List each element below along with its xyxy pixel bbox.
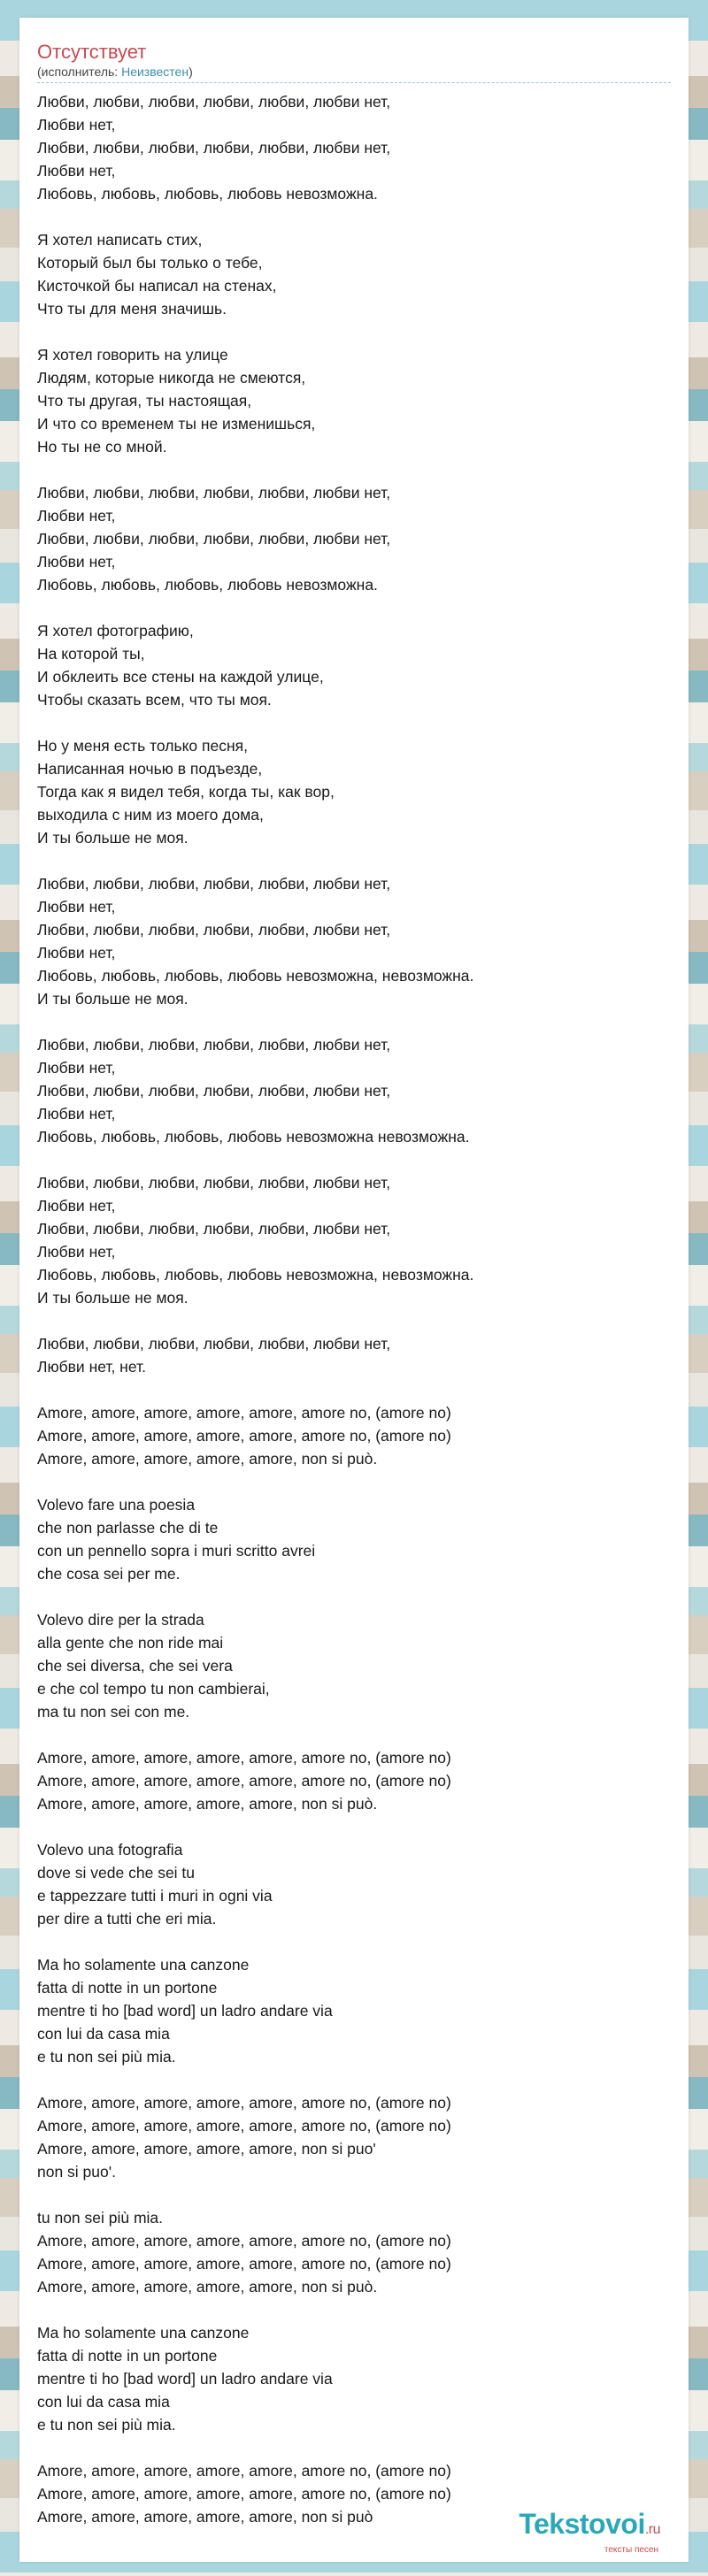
lyric-line: fatta di notte in un portone	[37, 1979, 218, 1997]
stanza-gap	[37, 2068, 671, 2091]
lyric-line: Я хотел говорить на улице	[37, 346, 228, 364]
lyric-line: con lui da casa mia	[37, 2025, 170, 2043]
lyric-line: Amore, amore, amore, amore, amore, non si puo'	[37, 2140, 376, 2158]
lyric-line: Любви, любви, любви, любви, любви, любви нет,	[37, 875, 391, 893]
lyric-line: mentre ti ho [bad word] un ladro andare via	[37, 2002, 333, 2020]
lyric-line: Что ты для меня значишь.	[37, 300, 227, 318]
lyric-line: Любви, любви, любви, любви, любви, любви нет,	[37, 530, 391, 548]
stanza-gap	[37, 2298, 671, 2321]
logo-name: Tekstovoi	[519, 2508, 645, 2540]
lyric-line: Amore, amore, amore, amore, amore, amore no, (amore no)	[37, 2485, 451, 2503]
lyric-line: Что ты другая, ты настоящая,	[37, 392, 252, 410]
artist-suffix: )	[189, 65, 193, 79]
lyric-line: e tu non sei più mia.	[37, 2416, 176, 2434]
lyric-line: Любовь, любовь, любовь, любовь невозможна, невозможна.	[37, 1266, 474, 1284]
stanza-gap	[37, 1148, 671, 1171]
stanza-gap	[37, 1010, 671, 1033]
lyric-line: ma tu non sei con me.	[37, 1703, 190, 1721]
lyric-line: Amore, amore, amore, amore, amore, non si può.	[37, 1450, 378, 1468]
stanza-gap	[37, 1723, 671, 1746]
stanza-gap	[37, 2183, 671, 2206]
lyric-line: Любовь, любовь, любовь, любовь невозможна.	[37, 185, 378, 203]
lyric-line: Любовь, любовь, любовь, любовь невозможна.	[37, 576, 378, 594]
lyric-line: Amore, amore, amore, amore, amore, non si può	[37, 2508, 373, 2526]
lyric-line: Любви, любви, любви, любви, любви, любви нет,	[37, 921, 391, 939]
stanza-gap	[37, 1930, 671, 1953]
lyric-line: Я хотел фотографию,	[37, 622, 194, 640]
lyric-line: И ты больше не моя.	[37, 1289, 189, 1307]
artist-prefix: (исполнитель:	[37, 65, 122, 79]
lyric-line: Любви, любви, любви, любви, любви, любви нет,	[37, 484, 391, 502]
stanza-gap	[37, 596, 671, 619]
lyric-line: Amore, amore, amore, amore, amore, amore no, (amore no)	[37, 2117, 451, 2135]
stanza-gap	[37, 1309, 671, 1332]
lyric-line: che sei diversa, che sei vera	[37, 1657, 233, 1675]
lyric-line: Написанная ночью в подъезде,	[37, 760, 263, 778]
stanza-gap	[37, 1470, 671, 1493]
lyric-line: Любви нет,	[37, 944, 116, 962]
lyric-line: Кисточкой бы написал на стенах,	[37, 277, 277, 295]
lyric-line: Любви, любви, любви, любви, любви, любви нет,	[37, 1220, 391, 1238]
lyric-line: Любви нет,	[37, 1105, 116, 1123]
lyric-line: Amore, amore, amore, amore, amore, amore no, (amore no)	[37, 2462, 451, 2480]
lyric-line: Но ты не со мной.	[37, 438, 167, 456]
lyric-line: alla gente che non ride mai	[37, 1634, 224, 1652]
lyric-line: Но у меня есть только песня,	[37, 737, 248, 755]
stanza-gap	[37, 711, 671, 734]
stanza-gap	[37, 320, 671, 343]
lyric-line: Любви, любви, любви, любви, любви, любви нет,	[37, 93, 391, 111]
lyric-line: Любовь, любовь, любовь, любовь невозможна, невозможна.	[37, 967, 474, 985]
lyric-line: Любви нет,	[37, 1197, 116, 1215]
lyric-line: Людям, которые никогда не смеются,	[37, 369, 306, 387]
lyric-line: e che col tempo tu non cambierai,	[37, 1680, 270, 1698]
logo-tagline: тексты песен	[604, 2545, 658, 2555]
lyric-line: На которой ты,	[37, 645, 145, 663]
logo-wordmark	[510, 2509, 660, 2545]
lyric-line: Любовь, любовь, любовь, любовь невозможна невозможна.	[37, 1128, 470, 1146]
lyric-line: Volevo dire per la strada	[37, 1611, 204, 1629]
lyric-line: И обклеить все стены на каждой улице,	[37, 668, 324, 686]
lyric-line: выходила с ним из моего дома,	[37, 806, 264, 824]
lyrics-card	[19, 18, 689, 2562]
lyric-line: Любви нет,	[37, 1059, 116, 1077]
lyric-line: mentre ti ho [bad word] un ladro andare via	[37, 2370, 333, 2388]
stanza-gap	[37, 849, 671, 872]
logo-domain: .ru	[644, 2522, 660, 2537]
lyric-line: Ma ho solamente una canzone	[37, 1956, 250, 1974]
stanza-gap	[37, 2436, 671, 2459]
lyric-line: Любви нет,	[37, 898, 116, 916]
lyric-line: И ты больше не моя.	[37, 829, 189, 847]
lyric-line: per dire a tutti che eri mia.	[37, 1910, 217, 1928]
lyric-line: che non parlasse che di te	[37, 1519, 219, 1537]
stanza-gap	[37, 1815, 671, 1838]
lyric-line: Любви нет,	[37, 116, 116, 134]
lyric-line: con lui da casa mia	[37, 2393, 170, 2411]
lyric-line: Любви, любви, любви, любви, любви, любви нет,	[37, 139, 391, 157]
lyric-line: Ma ho solamente una canzone	[37, 2324, 250, 2342]
lyric-line: e tappezzare tutti i muri in ogni via	[37, 1887, 273, 1905]
lyric-line: tu non sei più mia.	[37, 2209, 164, 2227]
lyric-line: e tu non sei più mia.	[37, 2048, 176, 2066]
lyric-line: Любви, любви, любви, любви, любви, любви нет,	[37, 1036, 391, 1054]
lyric-line: Amore, amore, amore, amore, amore, non si può.	[37, 1795, 378, 1813]
lyric-line: И ты больше не моя.	[37, 990, 189, 1008]
lyric-line: dove si vede che sei tu	[37, 1864, 196, 1882]
lyric-line: Volevo una fotografia	[37, 1841, 183, 1859]
lyric-line: Любви, любви, любви, любви, любви, любви нет,	[37, 1174, 391, 1192]
lyric-line: Тогда как я видел тебя, когда ты, как вор,	[37, 783, 335, 801]
lyric-line: Чтобы сказать всем, что ты моя.	[37, 691, 272, 709]
lyric-line: И что со временем ты не изменишься,	[37, 415, 316, 433]
lyric-line: Amore, amore, amore, amore, amore, amore no, (amore no)	[37, 1427, 451, 1445]
lyric-line: Любви нет, нет.	[37, 1358, 146, 1376]
lyric-line: Amore, amore, amore, amore, amore, amore no, (amore no)	[37, 2255, 451, 2273]
lyric-line: fatta di notte in un portone	[37, 2347, 218, 2365]
lyrics-text	[37, 90, 671, 2528]
artist-link[interactable]: Неизвестен	[121, 65, 189, 79]
lyric-line: Я хотел написать стих,	[37, 231, 203, 249]
song-title: Отсутствует	[37, 41, 147, 63]
lyric-line: Любви нет,	[37, 507, 116, 525]
lyric-line: Любви нет,	[37, 1243, 116, 1261]
lyric-line: con un pennello sopra i muri scritto avrei	[37, 1542, 316, 1560]
lyric-line: che cosa sei per me.	[37, 1565, 181, 1583]
stanza-gap	[37, 1585, 671, 1608]
lyric-line: Amore, amore, amore, amore, amore, amore no, (amore no)	[37, 1404, 451, 1422]
site-logo[interactable]	[510, 2508, 660, 2555]
stanza-gap	[37, 1378, 671, 1401]
lyric-line: Любви, любви, любви, любви, любви, любви нет,	[37, 1082, 391, 1100]
lyric-line: Который был бы только о тебе,	[37, 254, 263, 272]
lyric-line: Любви нет,	[37, 553, 116, 571]
lyric-line: non si puo'.	[37, 2163, 116, 2181]
lyric-line: Amore, amore, amore, amore, amore, amore no, (amore no)	[37, 2232, 451, 2250]
lyric-line: Volevo fare una poesia	[37, 1496, 196, 1514]
lyric-line: Amore, amore, amore, amore, amore, amore no, (amore no)	[37, 1749, 451, 1767]
lyric-line: Amore, amore, amore, amore, amore, amore no, (amore no)	[37, 2094, 451, 2112]
stanza-gap	[37, 205, 671, 228]
artist-line	[37, 64, 671, 83]
lyric-line: Любви нет,	[37, 162, 116, 180]
stanza-gap	[37, 458, 671, 481]
lyric-line: Amore, amore, amore, amore, amore, non si può.	[37, 2278, 378, 2296]
lyric-line: Amore, amore, amore, amore, amore, amore no, (amore no)	[37, 1772, 451, 1790]
lyric-line: Любви, любви, любви, любви, любви, любви нет,	[37, 1335, 391, 1353]
